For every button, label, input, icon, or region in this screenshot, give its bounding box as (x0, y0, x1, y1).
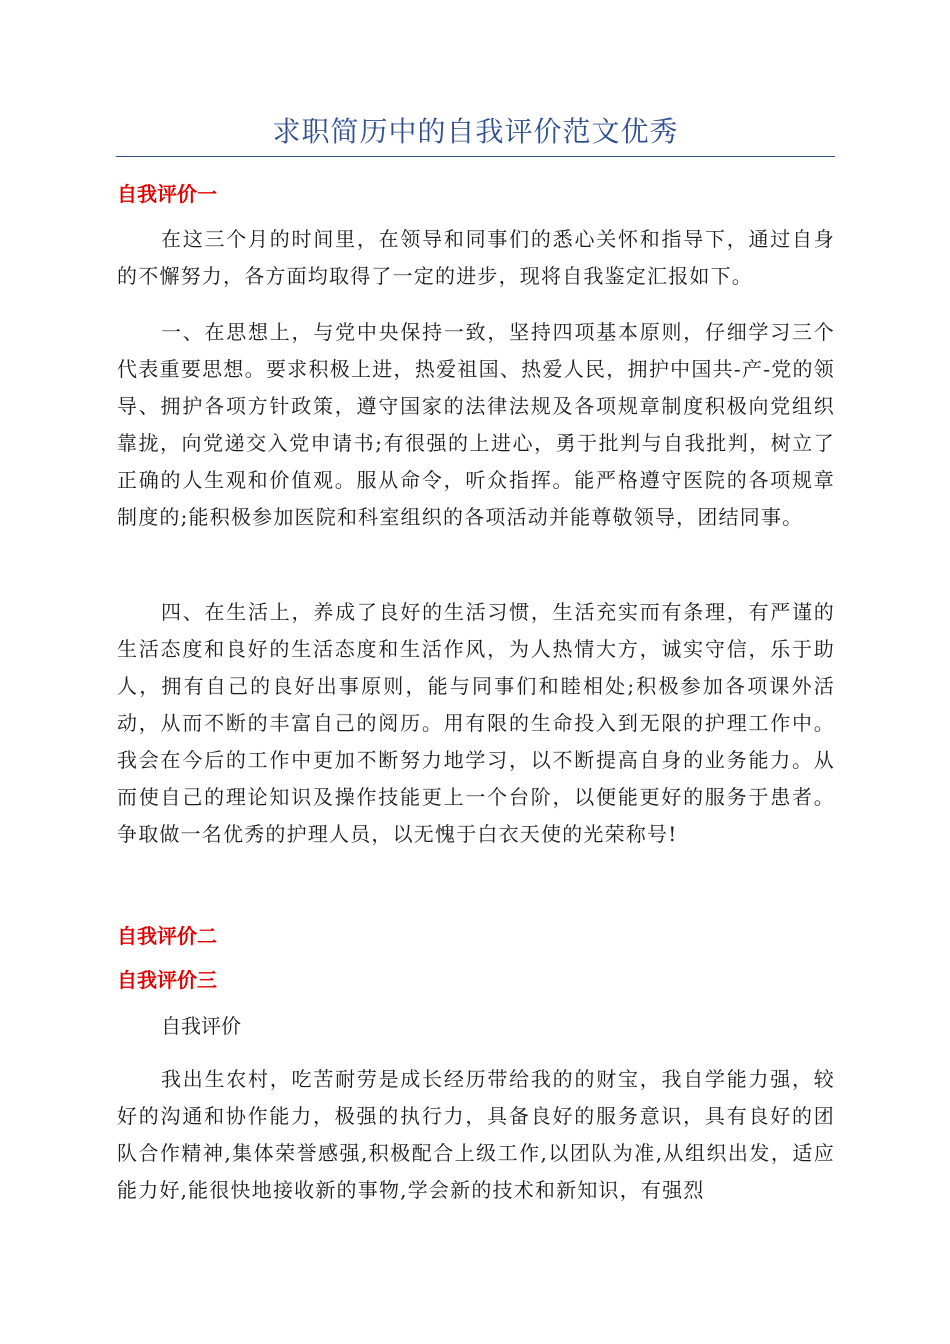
title-block (116, 112, 835, 157)
section-heading-1: 自我评价一 (117, 182, 217, 206)
section-1-paragraph-1: 在这三个月的时间里，在领导和同事们的悉心关怀和指导下，通过自身的不懈努力，各方面均取得了一定的进步，现将自我鉴定汇报如下。 (117, 227, 835, 288)
section-3-subheading: 自我评价 (161, 1014, 241, 1038)
section-3-paragraph-1: 我出生农村，吃苦耐劳是成长经历带给我的的财宝，我自学能力强，较好的沟通和协作能力，极强的执行力，具备良好的服务意识，具有良好的团队合作精神,集体荣誉感强,积极配合上级工作,以团队为准,从组织出发，适应能力好,能很快地接收新的事物,学会新的技术和新知识，有强烈 (117, 1067, 835, 1202)
section-1-paragraph-2: 一、在思想上，与党中央保持一致，坚持四项基本原则，仔细学习三个代表重要思想。要求积极上进，热爱祖国、热爱人民，拥护中国共-产-党的领导、拥护各项方针政策，遵守国家的法律法规及各项规章制度积极向党组织靠拢，向党递交入党申请书;有很强的上进心，勇于批判与自我批判，树立了正确的人生观和价值观。服从命令，听众指挥。能严格遵守医院的各项规章制度的;能积极参加医院和科室组织的各项活动并能尊敬领导，团结同事。 (117, 320, 835, 529)
page-title: 求职简历中的自我评价范文优秀 (272, 115, 679, 148)
section-1-paragraph-3: 四、在生活上，养成了良好的生活习惯，生活充实而有条理，有严谨的生活态度和良好的生活态度和生活作风，为人热情大方，诚实守信，乐于助人，拥有自己的良好出事原则，能与同事们和睦相处;积极参加各项课外活动，从而不断的丰富自己的阅历。用有限的生命投入到无限的护理工作中。我会在今后的工作中更加不断努力地学习，以不断提高自身的业务能力。从而使自己的理论知识及操作技能更上一个台阶，以便能更好的服务于患者。争取做一名优秀的护理人员，以无愧于白衣天使的光荣称号! (117, 600, 835, 846)
section-heading-3: 自我评价三 (117, 968, 217, 992)
section-heading-2: 自我评价二 (117, 924, 217, 948)
